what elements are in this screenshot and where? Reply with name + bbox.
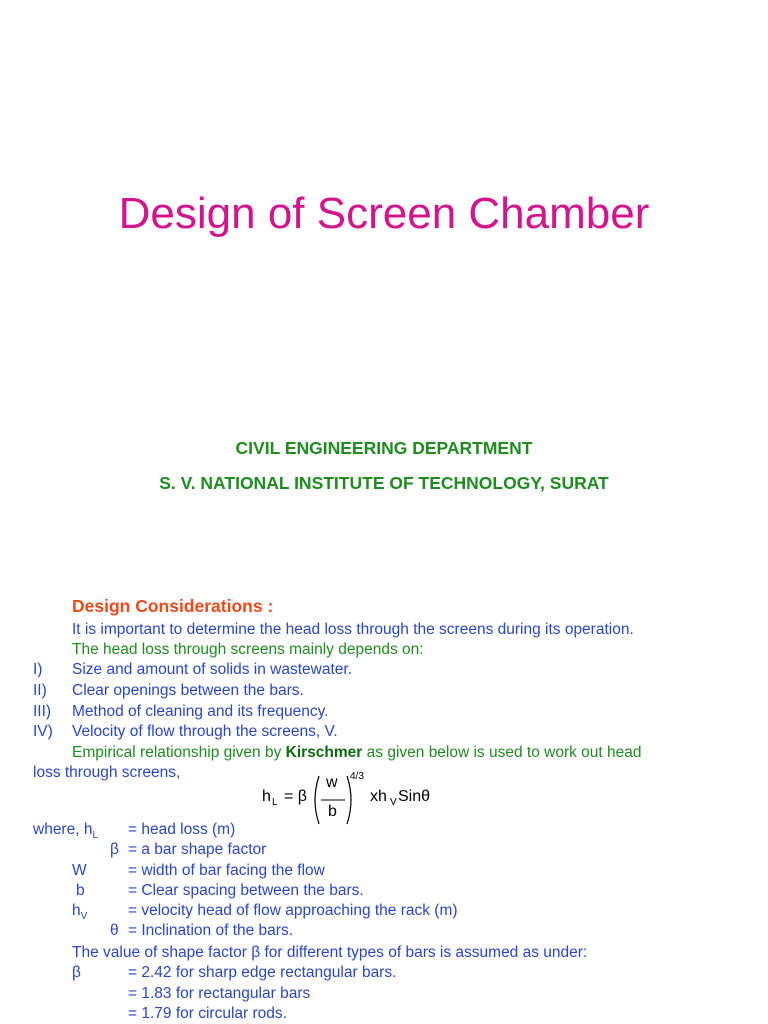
def-sym-b: b xyxy=(76,882,85,899)
factor-text-4: Velocity of flow through the screens, V. xyxy=(72,723,338,740)
def-text-beta: = a bar shape factor xyxy=(128,841,267,858)
empirical-line-1 xyxy=(72,743,642,763)
page-title: Design of Screen Chamber xyxy=(118,189,650,238)
factor-num-4: IV) xyxy=(33,723,53,740)
def-head-loss: = head loss (m) xyxy=(128,821,236,838)
institute-name: S. V. NATIONAL INSTITUTE OF TECHNOLOGY, SURAT xyxy=(159,473,609,493)
formula-rhs-tail: Sinθ xyxy=(398,788,431,805)
def-sym-beta: β xyxy=(110,841,119,858)
def-sym-w: W xyxy=(72,862,87,879)
department-name: CIVIL ENGINEERING DEPARTMENT xyxy=(235,438,533,458)
formula-numerator: w xyxy=(326,774,338,791)
factor-num-1: I) xyxy=(33,661,43,678)
where-text: where, h xyxy=(33,821,93,838)
shape-intro: The value of shape factor β for different types of bars is assumed as under: xyxy=(72,944,588,961)
section-heading: Design Considerations : xyxy=(72,596,274,616)
intro-line-2: The head loss through screens mainly depends on: xyxy=(72,641,424,658)
def-text-b: = Clear spacing between the bars. xyxy=(128,882,364,899)
factor-text-3: Method of cleaning and its frequency. xyxy=(72,703,329,720)
where-sub: L xyxy=(92,830,99,842)
formula-exponent: 4/3 xyxy=(350,771,364,782)
intro-line-1: It is important to determine the head loss through the screens during its operation. xyxy=(72,621,634,638)
shape-value-3: = 1.79 for circular rods. xyxy=(128,1005,287,1022)
shape-value-1: = 2.42 for sharp edge rectangular bars. xyxy=(128,964,397,981)
def-text-w: = width of bar facing the flow xyxy=(128,862,325,879)
empirical-pre: Empirical relationship given by xyxy=(72,744,286,761)
empirical-name: Kirschmer xyxy=(285,744,363,761)
empirical-post: as given below is used to work out head xyxy=(362,744,642,761)
formula-lhs: h xyxy=(262,788,271,805)
empirical-line-2: loss through screens, xyxy=(33,764,181,781)
def-sym-hv-main: h xyxy=(72,902,81,919)
formula-rhs-sub: V xyxy=(390,797,397,808)
formula-lhs-sub: L xyxy=(272,797,278,808)
def-sym-theta: θ xyxy=(110,922,119,939)
shape-value-2: = 1.83 for rectangular bars xyxy=(128,985,311,1002)
formula-denominator: b xyxy=(328,803,337,820)
factor-text-1: Size and amount of solids in wastewater. xyxy=(72,661,353,678)
shape-sym: β xyxy=(72,964,81,981)
factor-num-2: II) xyxy=(33,682,47,699)
def-sym-hv-sub: V xyxy=(80,911,88,923)
kirschmer-formula xyxy=(262,770,462,826)
def-text-hv: = velocity head of flow approaching the rack (m) xyxy=(128,902,458,919)
factor-text-2: Clear openings between the bars. xyxy=(72,682,304,699)
def-sym-hv xyxy=(72,901,87,927)
where-label xyxy=(33,820,98,846)
factor-num-3: III) xyxy=(33,703,52,720)
formula-eq: = β xyxy=(284,788,307,805)
def-text-theta: = Inclination of the bars. xyxy=(128,922,294,939)
formula-rhs: xh xyxy=(370,788,387,805)
